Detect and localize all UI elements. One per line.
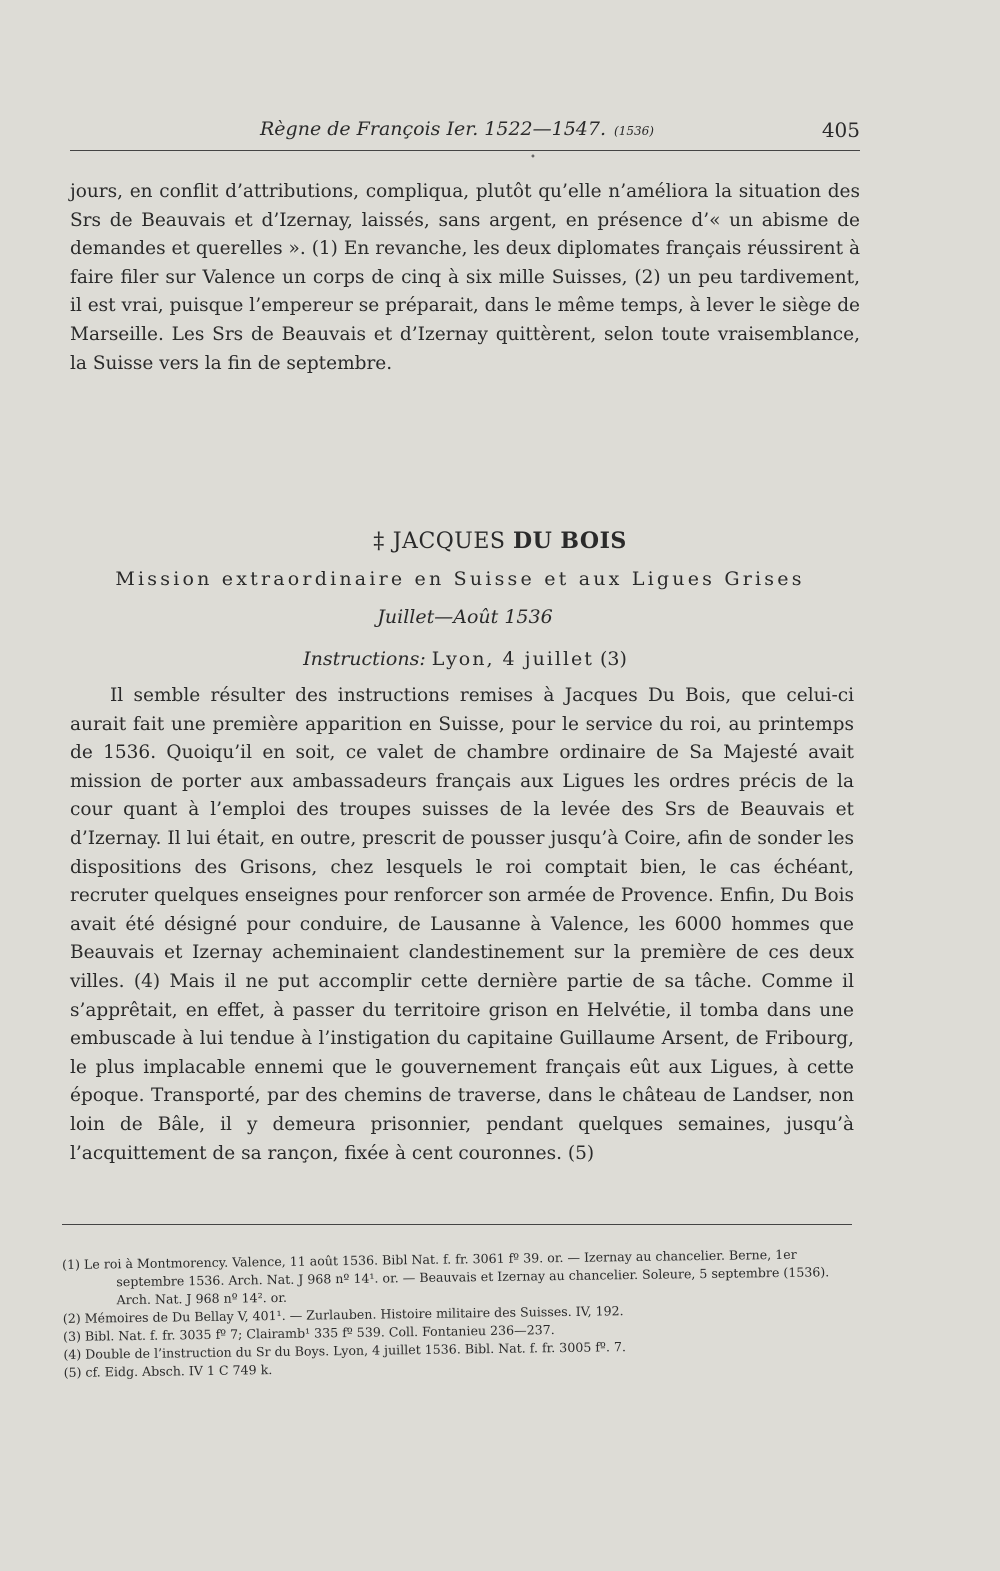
footnote-rule [62,1224,852,1225]
header-rule [70,150,860,151]
section-subtitle: Mission extraordinaire en Suisse et aux Ligues Grises [115,568,805,590]
footnotes [62,1245,864,1382]
running-title-text: Règne de François Ier. 1522—1547. [260,118,607,140]
section-title [0,528,1000,554]
header-dot: • [530,152,536,163]
footnote-3: (3) Bibl. Nat. f. fr. 3035 fº 7; Clairamb¹ 335 fº 539. Coll. Fontanieu 236—237. [63,1322,555,1344]
running-header [70,118,860,148]
cross-icon: ‡ [373,529,385,554]
running-year: (1536) [614,124,654,138]
instructions-label: Instructions: [303,648,426,670]
title-name: DU BOIS [512,528,627,554]
paragraph-2: Il semble résulter des instructions remises à Jacques Du Bois, que celui-ci aurait fait une première apparition en Suisse, pour le service du roi, au printemps de 1536. Quoiqu’il en soit, ce valet de chambre ordinaire de Sa Majesté avait mission de porter aux ambassadeurs français aux Ligues les ordres précis de la cour quant à l’emploi des troupes suisses de la levée des Srs de Beauvais et d’Izernay. Il lui était, en outre, prescrit de pousser jusqu’à Coire, afin de sonder les dispositions des Grisons, chez lesquels le roi comptait bien, le cas échéant, recruter quelques enseignes pour renforcer son armée de Provence. Enfin, Du Bois avait été désigné pour conduire, de Lausanne à Valence, les 6000 hommes que Beauvais et Izernay acheminaient clandestinement sur la première de ces deux villes. (4) Mais il ne put accomplir cette dernière partie de sa tâche. Comme il s’apprêtait, en effet, à passer du territoire grison en Helvétie, il tomba dans une embuscade à lui tendue à l’instigation du capitaine Guillaume Arsent, de Fribourg, le plus implacable ennemi que le gouvernement français eût aux Ligues, à cette époque. Transporté, par des chemins de traverse, dans le château de Landser, non loin de Bâle, il y demeura prisonnier, pendant quelques semaines, jusqu’à l’acquittement de sa rançon, fixée à cent couronnes. (5) [70,685,854,1164]
instructions-place: Lyon, 4 juillet [431,648,594,670]
page-number: 405 [821,118,860,142]
instructions-note: (3) [599,648,627,670]
instructions-line [0,648,930,670]
footnote-5: (5) cf. Eidg. Absch. IV 1 C 749 k. [63,1362,273,1380]
section-dates: Juillet—Août 1536 [377,606,553,628]
paragraph-1: jours, en conflit d’attributions, compliqua, plutôt qu’elle n’améliora la situation des Srs de Beauvais et d’Izernay, laissés, sans argent, en présence d’« un abisme de demandes et querelles ». (1) En revanche, les deux diplomates français réussirent à faire filer sur Valence un corps de cinq à six mille Suisses, (2) un peu tardivement, il est vrai, puisque l’empereur se préparait, dans le même temps, à lever le siège de Marseille. Les Srs de Beauvais et d’Izernay quittèrent, selon toute vraisemblance, la Suisse vers la fin de septembre. [70,181,860,374]
footnote-4: (4) Double de l’instruction du Sr du Boys. Lyon, 4 juillet 1536. Bibl. Nat. f. fr. 3005 fº. 7. [63,1339,627,1362]
title-prefix: JACQUES [392,529,506,554]
footnote-1: (1) Le roi à Montmorency. Valence, 11 août 1536. Bibl Nat. f. fr. 3061 fº 39. or. — Izernay au chancelier. Berne, 1er septembre 1536. Arch. Nat. J 968 nº 14¹. or. — Beauvais et Izernay au chancelier. Soleure, 5 septembre (1536). Arch. Nat. J 968 nº 14². or. [62,1246,830,1308]
running-title [260,118,654,140]
footnote-2: (2) Mémoires de Du Bellay V, 401¹. — Zurlauben. Histoire militaire des Suisses. IV, 192. [62,1303,624,1326]
